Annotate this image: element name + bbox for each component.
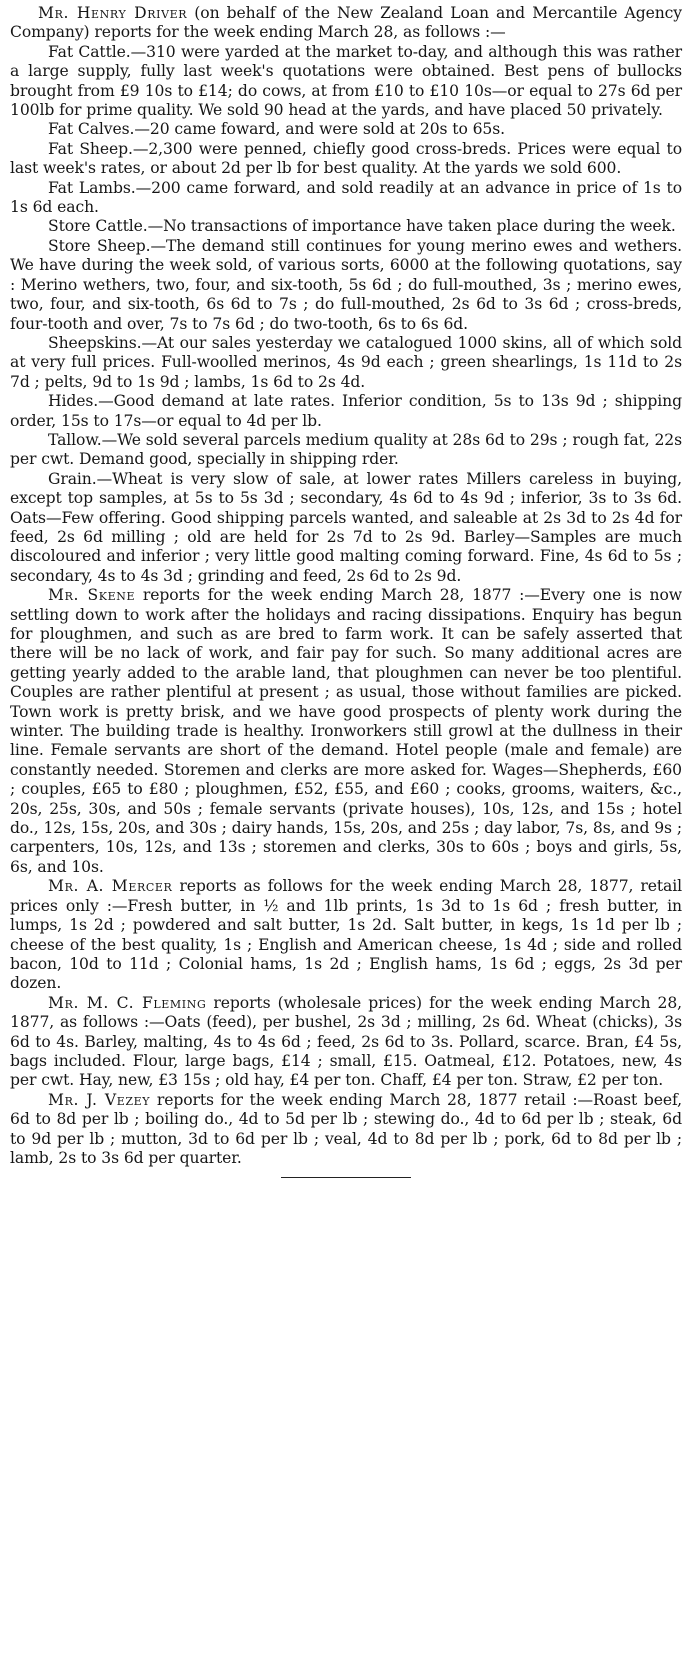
report-fleming <box>10 994 682 1091</box>
report-text: reports for the week ending March 28, 1877 retail :—Roast beef, 6d to 8d per lb ; boiling do., 4d to 5d per lb ; stewing do., 4d to 6d per lb ; steak, 6d to 9d per lb ; mutton, 3d to 6d per lb ; veal, 4d to 8d per lb ; pork, 6d to 8d per lb ; lamb, 2s to 3s 6d per quarter. <box>10 1090 682 1167</box>
report-mercer <box>10 877 682 993</box>
sheepskins-paragraph: Sheepskins.—At our sales yesterday we catalogued 1000 skins, all of which sold at very full prices. Full-woolled merinos, 4s 9d each ; green shearlings, 1s 11d to 2s 7d ; pelts, 9d to 1s 9d ; lambs, 1s 6d to 2s 4d. <box>10 333 682 391</box>
hides-paragraph: Hides.—Good demand at late rates. Inferior condition, 5s to 13s 9d ; shipping order, 15s to 17s—or equal to 4d per lb. <box>10 392 682 430</box>
store-cattle-paragraph: Store Cattle.—No transactions of importance have taken place during the week. <box>48 217 676 236</box>
report-skene <box>10 586 682 877</box>
store-sheep-paragraph: Store Sheep.—The demand still continues for young merino ewes and wethers. We have during the week sold, of various sorts, 6000 at the following quotations, say : Merino wethers, two, four, and six-tooth, 5s 6d ; do full-mouthed, 3s ; merino ewes, two, four, and six-tooth, 6s 6d to 7s ; do full-mouthed, 2s 6d to 3s 6d ; cross-breds, four-tooth and over, 7s to 7s 6d ; do two-tooth, 6s to 6s 6d. <box>10 236 682 333</box>
report-vezey <box>10 1091 682 1169</box>
fat-cattle-paragraph: Fat Cattle.—310 were yarded at the market to-day, and although this was rather a large supply, fully last week's quotations were obtained. Best pens of bullocks brought from £9 10s to £14; do cows, at from £10 to £10 10s—or equal to 27s 6d per 100lb for prime quality. We sold 90 head at the yards, and have placed 50 privately. <box>10 42 682 120</box>
reporter-name: Mr. Henry Driver <box>38 4 188 22</box>
tallow-paragraph: Tallow.—We sold several parcels medium quality at 28s 6d to 29s ; rough fat, 22s per cwt. Demand good, specially in shipping rder. <box>10 430 682 469</box>
fat-lambs-paragraph: Fat Lambs.—200 came forward, and sold readily at an advance in price of 1s to 1s 6d each. <box>10 178 682 217</box>
fat-sheep-paragraph: Fat Sheep.—2,300 were penned, chiefly good cross-breds. Prices were equal to last week's rates, or about 2d per lb for best quality. At the yards we sold 600. <box>10 139 682 178</box>
fat-calves-paragraph: Fat Calves.—20 came foward, and were sold at 20s to 65s. <box>48 120 505 139</box>
reporter-name: Mr. Skene <box>48 586 136 605</box>
reporter-name: Mr. A. Mercer <box>48 877 173 896</box>
report-text: reports (wholesale prices) for the week ending March 28, 1877, as follows :—Oats (feed), per bushel, 2s 3d ; milling, 2s 6d. Wheat (chicks), 3s 6d to 4s. Barley, malting, 4s to 4s 6d ; feed, 2s 6d to 3s. Pollard, scarce. Bran, £4 5s, bags included. Flour, large bags, £14 ; small, £15. Oatmeal, £12. Potatoes, new, 4s per cwt. Hay, new, £3 15s ; old hay, £4 per ton. Chaff, £4 per ton. Straw, £2 per ton. <box>10 993 682 1090</box>
reporter-name: Mr. J. Vezey <box>48 1090 151 1109</box>
reporter-name: Mr. M. C. Fleming <box>48 993 207 1012</box>
grain-paragraph: Grain.—Wheat is very slow of sale, at lower rates Millers careless in buying, except top samples, at 5s to 5s 3d ; secondary, 4s 6d to 4s 9d ; inferior, 3s to 3s 6d. Oats—Few offering. Good shipping parcels wanted, and saleable at 2s 3d to 2s 4d for feed, 2s 6d milling ; old are held for 2s 7d to 2s 9d. Barley—Samples are much discoloured and inferior ; very little good malting coming forward. Fine, 4s 6d to 5s ; secondary, 4s to 4s 3d ; grinding and feed, 2s 6d to 2s 9d. <box>10 469 682 585</box>
section-divider <box>281 1177 411 1178</box>
report-text: reports as follows for the week ending March 28, 1877, retail prices only :—Fresh butter, in ½ and 1lb prints, 1s 3d to 1s 6d ; fresh butter, in lumps, 1s 2d ; powdered and salt butter, 1s 2d. Salt butter, in kegs, 1s 1d per lb ; cheese of the best quality, 1s ; English and American cheese, 1s 4d ; side and rolled bacon, 10d to 11d ; Colonial hams, 1s 2d ; English hams, 1s 6d ; eggs, 2s 3d per dozen. <box>10 877 682 993</box>
report-intro-text: (on behalf of the New Zealand Loan and Mercantile Agency Company) reports for the week ending March 28, as follows :— <box>10 4 682 42</box>
report-text: reports for the week ending March 28, 1877 :—Every one is now settling down to work after the holidays and racing dissipations. Enquiry has begun for ploughmen, and such as are bred to farm work. It can be safely asserted that there will be no lack of work, and fair pay for such. So many additional acres are getting yearly added to the arable land, that ploughmen can never be too plentiful. Couples are rather plentiful at present ; as usual, those without families are picked. Town work is pretty brisk, and we have good prospects of plenty work during the winter. The building trade is healthy. Ironworkers still growl at the dullness in their line. Female servants are short of the demand. Hotel people (male and female) are constantly needed. Storemen and clerks are more asked for. Wages—Shepherds, £60 ; couples, £65 to £80 ; ploughmen, £52, £55, and £60 ; cooks, grooms, waiters, &c., 20s, 25s, 30s, and 50s ; female servants (private houses), 10s, 12s, and 15s ; hotel do., 12s, 15s, 20s, and 30s ; dairy hands, 15s, 20s, and 25s ; day labor, 7s, 8s, and 9s ; carpenters, 10s, 12s, and 13s ; storemen and clerks, 30s to 60s ; boys and girls, 5s, 6s, and 10s. <box>10 586 682 876</box>
report-driver-intro <box>10 4 682 43</box>
